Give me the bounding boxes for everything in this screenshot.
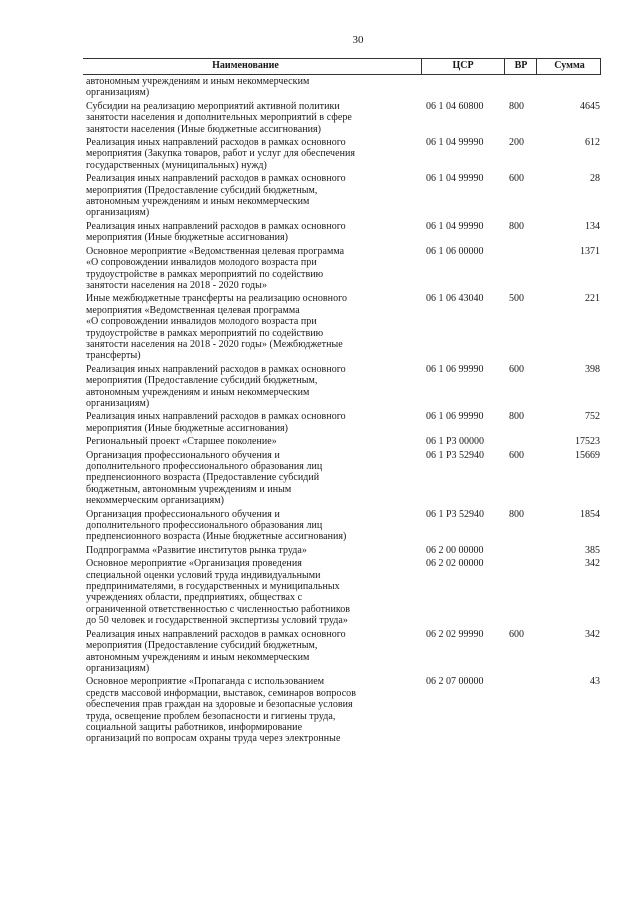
table-row	[86, 221, 606, 244]
row-csr: 06 1 04 99990	[426, 137, 484, 149]
row-sum: 342	[585, 628, 600, 640]
row-name: Реализация иных направлений расходов в рамках основного мероприятия (Иные бюджетные ассигнования)	[86, 411, 346, 434]
row-vr: 600	[509, 363, 524, 375]
header-vr: ВР	[514, 60, 528, 71]
row-csr: 06 1 P3 52940	[426, 508, 485, 520]
row-name: Иные межбюджетные трансферты на реализацию основного мероприятия «Ведомственная целевая программа «О сопровождении инвалидов молодого возраста при трудоустройстве в рамках мероприятий по содействию занятости населения на 2018 - 2020 годы» (Межбюджетные трансферты)	[86, 293, 348, 362]
row-vr: 800	[509, 100, 524, 112]
page-number: 30	[352, 34, 364, 46]
row-vr: 800	[509, 411, 524, 423]
row-name: Реализация иных направлений расходов в рамках основного мероприятия (Закупка товаров, работ и услуг для обеспечения государственных (муниципальных) нужд)	[86, 137, 356, 171]
table-row	[86, 436, 606, 447]
row-name: автономным учреждениям и иным некоммерческим организациям)	[86, 76, 310, 99]
row-sum: 1854	[580, 508, 600, 520]
header-divider	[600, 59, 601, 74]
row-vr: 800	[509, 508, 524, 520]
row-name: Региональный проект «Старшее поколение»	[86, 436, 277, 448]
row-csr: 06 1 06 00000	[426, 245, 484, 257]
table-row	[86, 629, 606, 675]
row-sum: 398	[585, 363, 600, 375]
row-sum: 43	[590, 676, 600, 688]
header-divider	[421, 59, 422, 74]
row-csr: 06 1 04 99990	[426, 220, 484, 232]
row-vr: 200	[509, 137, 524, 149]
row-sum: 28	[590, 173, 600, 185]
row-sum: 17523	[575, 436, 600, 448]
table-row	[86, 137, 606, 171]
table-row	[86, 76, 606, 99]
table-row	[86, 246, 606, 292]
table-row	[86, 545, 606, 556]
row-sum: 752	[585, 411, 600, 423]
row-csr: 06 1 06 99990	[426, 411, 484, 423]
row-sum: 4645	[580, 100, 600, 112]
row-name: Реализация иных направлений расходов в рамках основного мероприятия (Иные бюджетные ассигнования)	[86, 220, 346, 244]
row-name: Основное мероприятие «Пропаганда с использованием средств массовой информации, выставок, семинаров вопросов обеспечения прав граждан на здоровые и безопасные условия труда, освещение проблем безопасности и гигиены труда, социальной защиты работников, информирование организаций по вопросам охраны труда через электронные	[86, 676, 357, 745]
row-csr: 06 1 P3 52940	[426, 449, 485, 461]
row-vr: 600	[509, 449, 524, 461]
row-csr: 06 1 06 99990	[426, 363, 484, 375]
row-sum: 221	[585, 293, 600, 305]
table-row	[86, 558, 606, 626]
row-name: Субсидии на реализацию мероприятий активной политики занятости населения и дополнительных мероприятий в сфере занятости населения (Иные бюджетные ассигнования)	[86, 100, 352, 135]
row-vr: 600	[509, 628, 524, 640]
row-sum: 342	[585, 558, 600, 570]
table-row	[86, 173, 606, 219]
row-name: Организация профессионального обучения и дополнительного профессионального образования лиц предпенсионного возраста (Предоставление субсидий бюджетным, автономным учреждениям и иным некоммерческим организациям)	[86, 449, 323, 507]
row-name: Реализация иных направлений расходов в рамках основного мероприятия (Предоставление субсидий бюджетным, автономным учреждениям и иным некоммерческим организациям)	[86, 628, 346, 674]
row-name: Подпрограмма «Развитие институтов рынка труда»	[86, 544, 307, 556]
header-name: Наименование	[212, 60, 279, 71]
row-vr: 500	[509, 293, 524, 305]
row-name: Организация профессионального обучения и дополнительного профессионального образования лиц предпенсионного возраста (Иные бюджетные ассигнования)	[86, 508, 347, 543]
header-sum: Сумма	[554, 60, 585, 71]
row-csr: 06 1 P3 00000	[426, 436, 485, 448]
table-row	[86, 509, 606, 543]
header-csr: ЦСР	[452, 60, 474, 71]
row-sum: 612	[585, 137, 600, 149]
row-name: Основное мероприятие «Организация проведения специальной оценки условий труда индивидуальными предпринимателями, в государственных и муниципальных учреждениях области, предприятиях, обществах с ограниченной ответственностью с численностью работников до 50 человек и государственной экспертизы условий труда»	[86, 558, 351, 627]
row-csr: 06 2 02 99990	[426, 628, 484, 640]
row-vr: 600	[509, 173, 524, 185]
row-vr: 800	[509, 220, 524, 232]
table-header	[83, 58, 601, 75]
row-csr: 06 2 07 00000	[426, 676, 484, 688]
row-sum: 1371	[580, 245, 600, 257]
row-sum: 15669	[575, 449, 600, 461]
table-row	[86, 364, 606, 410]
row-name: Реализация иных направлений расходов в рамках основного мероприятия (Предоставление субсидий бюджетным, автономным учреждениям и иным некоммерческим организациям)	[86, 173, 346, 219]
row-csr: 06 1 06 43040	[426, 293, 484, 305]
table-row	[86, 293, 606, 361]
table-row	[86, 676, 606, 744]
header-divider	[504, 59, 505, 74]
row-sum: 385	[585, 544, 600, 556]
row-csr: 06 2 00 00000	[426, 544, 484, 556]
row-csr: 06 2 02 00000	[426, 558, 484, 570]
table-row	[86, 450, 606, 507]
row-name: Реализация иных направлений расходов в рамках основного мероприятия (Предоставление субсидий бюджетным, автономным учреждениям и иным некоммерческим организациям)	[86, 363, 346, 409]
row-csr: 06 1 04 60800	[426, 100, 484, 112]
row-sum: 134	[585, 220, 600, 232]
row-csr: 06 1 04 99990	[426, 173, 484, 185]
table-body	[86, 74, 606, 745]
header-divider	[536, 59, 537, 74]
table-row	[86, 101, 606, 135]
table-row	[86, 411, 606, 434]
row-name: Основное мероприятие «Ведомственная целевая программа «О сопровождении инвалидов молодого возраста при трудоустройстве в рамках мероприятий по содействию занятости населения на 2018 - 2020 годы»	[86, 245, 345, 291]
